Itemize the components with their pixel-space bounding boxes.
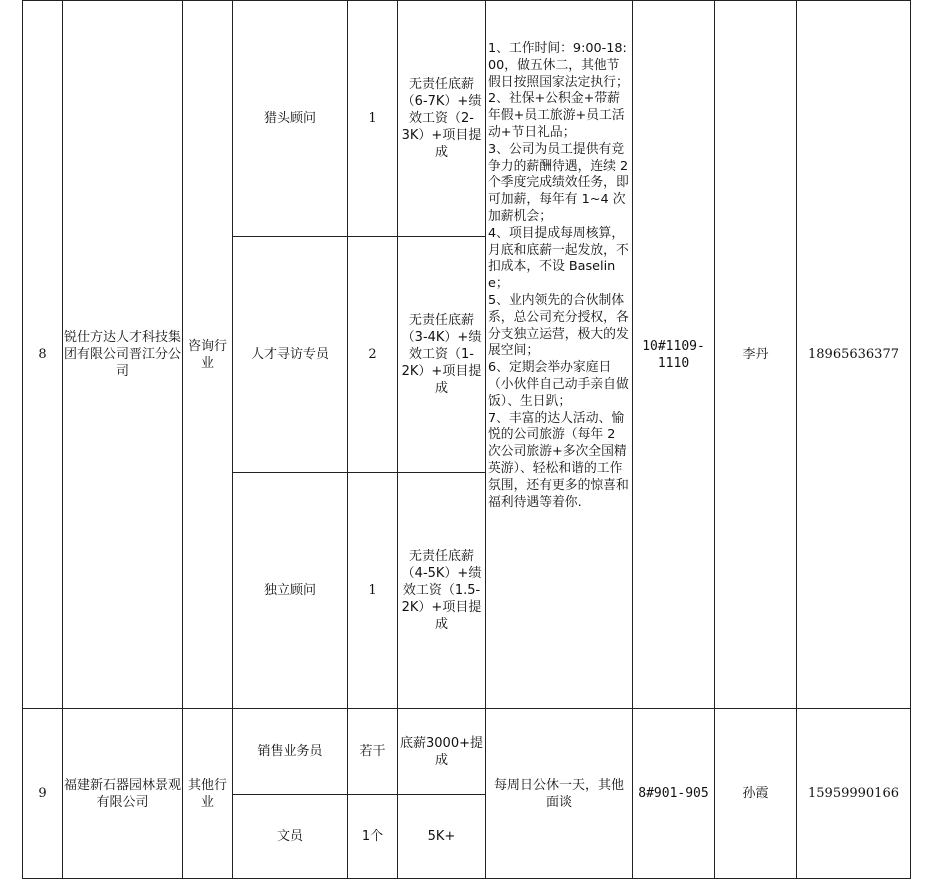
position-title: 销售业务员	[233, 709, 348, 795]
benefit-item: 7、丰富的达人活动、愉悦的公司旅游（每年 2 次公司旅游+多次全国精英游）、轻松和谐的工作氛围，还有更多的惊喜和福利待遇等着你.	[488, 410, 629, 510]
table-row	[23, 1, 911, 237]
position-salary: 底薪3000+提成	[398, 709, 486, 795]
position-count: 1	[348, 1, 398, 237]
benefit-item: 5、业内领先的合伙制体系，总公司充分授权，各分支独立运营，极大的发展空间；	[488, 292, 629, 359]
position-count: 1个	[348, 795, 398, 879]
row-index: 9	[23, 709, 63, 879]
position-count: 2	[348, 237, 398, 473]
contact-phone: 18965636377	[797, 1, 911, 709]
job-listing-table	[22, 0, 911, 879]
benefit-item: 4、项目提成每周核算，月底和底薪一起发放，不扣成本，不设 Baseline；	[488, 225, 629, 292]
company-name: 锐仕方达人才科技集团有限公司晋江分公司	[63, 1, 183, 709]
booth-number: 10#1109-1110	[633, 1, 715, 709]
contact-person: 李丹	[715, 1, 797, 709]
position-count: 若干	[348, 709, 398, 795]
table-row	[23, 709, 911, 795]
position-count: 1	[348, 473, 398, 709]
industry: 咨询行业	[183, 1, 233, 709]
benefit-item: 1、工作时间：9:00-18:00，做五休二，其他节假日按照国家法定执行；	[488, 41, 629, 90]
position-title: 人才寻访专员	[233, 237, 348, 473]
position-title: 猎头顾问	[233, 1, 348, 237]
position-salary: 无责任底薪（3-4K）+绩效工资（1-2K）+项目提成	[398, 237, 486, 473]
benefit-item: 2、社保+公积金+带薪年假+员工旅游+员工活动+节日礼品；	[488, 91, 625, 140]
row-index: 8	[23, 1, 63, 709]
position-title: 独立顾问	[233, 473, 348, 709]
position-salary: 无责任底薪（4-5K）+绩效工资（1.5-2K）+项目提成	[398, 473, 486, 709]
position-salary: 无责任底薪（6-7K）+绩效工资（2-3K）+项目提成	[398, 1, 486, 237]
benefit-item: 3、公司为员工提供有竞争力的薪酬待遇，连续 2 个季度完成绩效任务，即可加薪，每年有 1~4 次加薪机会；	[488, 141, 629, 224]
position-title: 文员	[233, 795, 348, 879]
position-salary: 5K+	[398, 795, 486, 879]
benefits-cell	[486, 1, 633, 709]
benefit-item: 6、定期会举办家庭日（小伙伴自己动手亲自做饭）、生日趴；	[488, 360, 629, 409]
contact-phone: 15959990166	[797, 709, 911, 879]
company-name: 福建新石器园林景观有限公司	[63, 709, 183, 879]
industry: 其他行业	[183, 709, 233, 879]
booth-number: 8#901-905	[633, 709, 715, 879]
benefits-cell: 每周日公休一天，其他面谈	[486, 709, 633, 879]
contact-person: 孙霞	[715, 709, 797, 879]
